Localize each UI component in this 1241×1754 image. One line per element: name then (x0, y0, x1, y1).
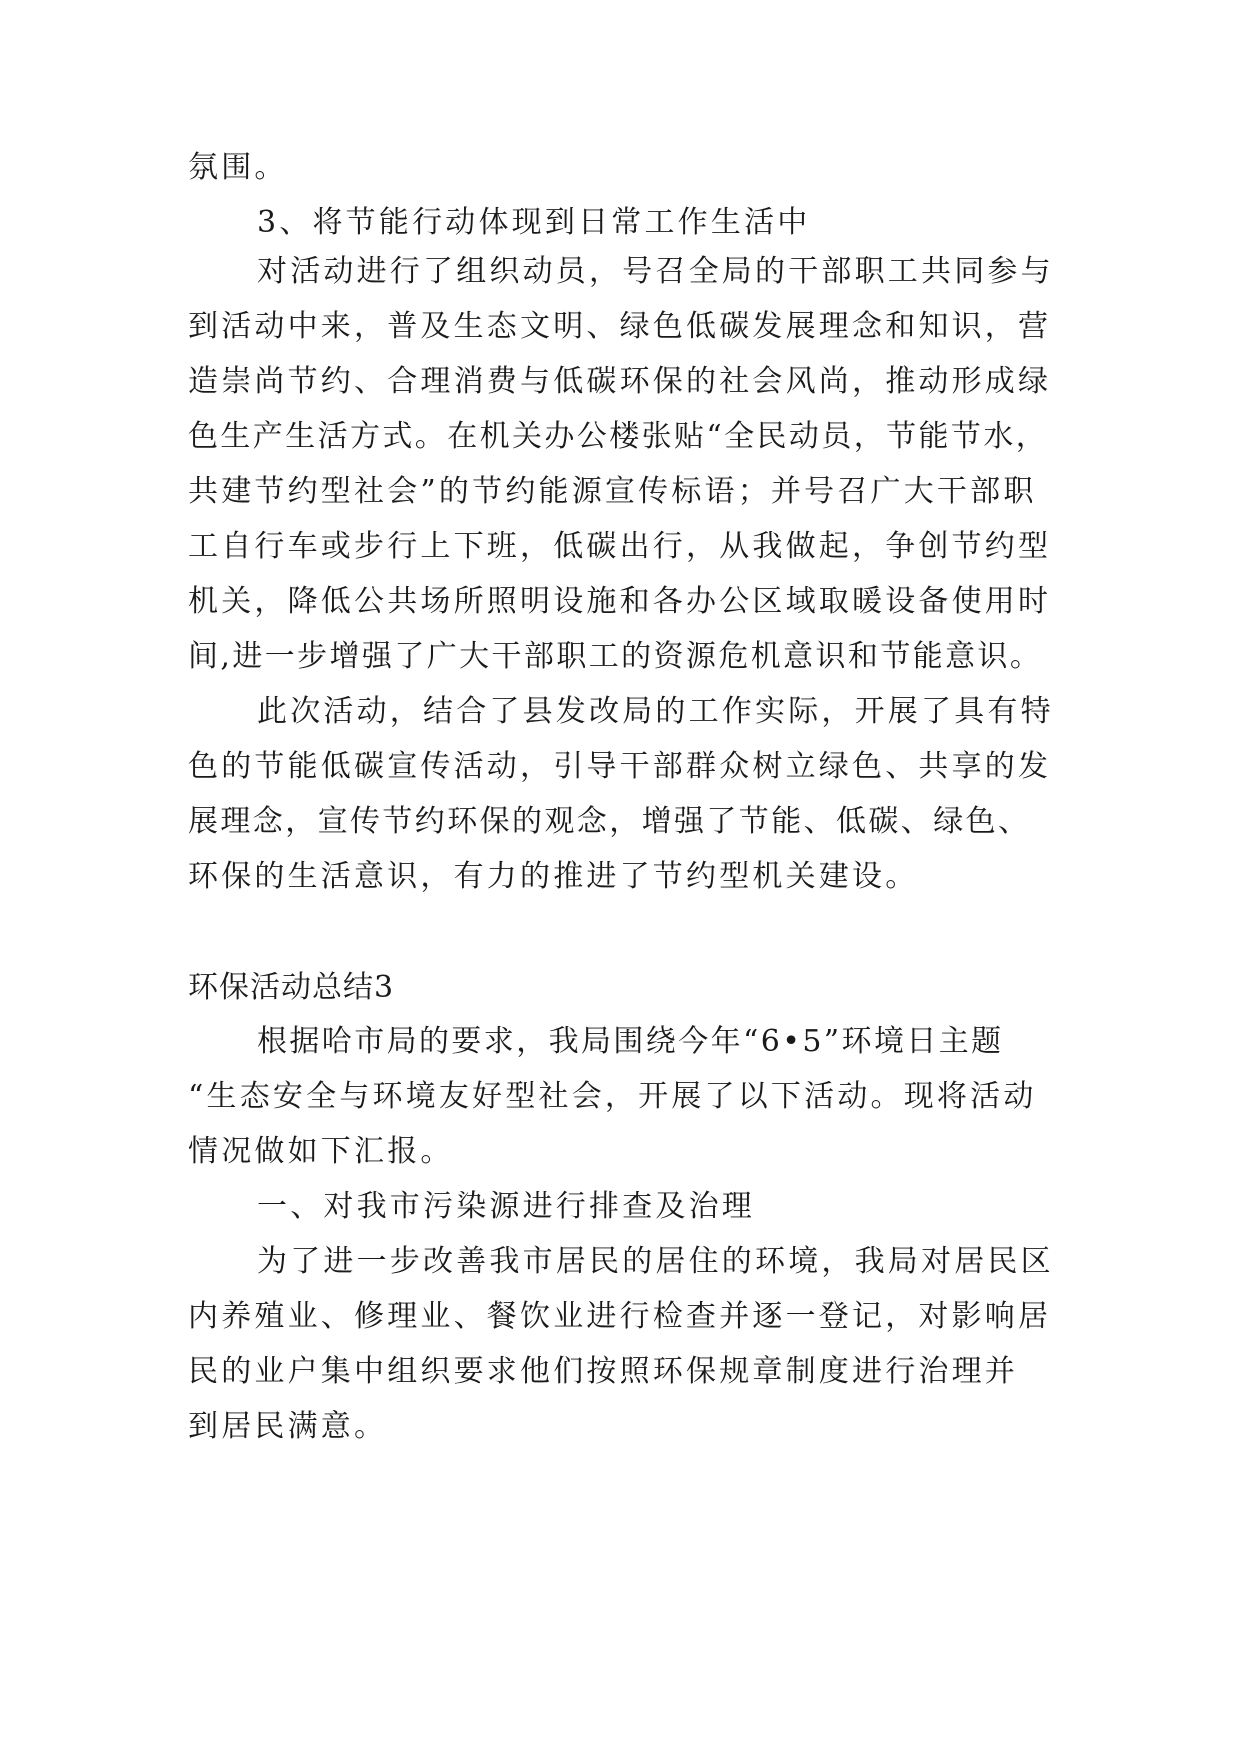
text-line: 造崇尚节约、合理消费与低碳环保的社会风尚，推动形成绿 (188, 364, 1052, 399)
text-line: 展理念，宣传节约环保的观念，增强了节能、低碳、绿色、 (188, 804, 1031, 839)
text-line: 内养殖业、修理业、餐饮业进行检查并逐一登记，对影响居 (188, 1299, 1052, 1334)
text-line: 共建节约型社会”的节约能源宣传标语；并号召广大干部职 (188, 474, 1037, 509)
text-line: 到活动中来，普及生态文明、绿色低碳发展理念和知识，营 (188, 309, 1052, 344)
text-line: 机关，降低公共场所照明设施和各办公区域取暖设备使用时 (188, 584, 1052, 619)
section-heading: 一、对我市污染源进行排查及治理 (257, 1189, 755, 1224)
text-line: 环保的生活意识，有力的推进了节约型机关建设。 (188, 859, 919, 894)
text-line: 根据哈市局的要求，我局围绕今年“6•5”环境日主题 (257, 1024, 1004, 1059)
text-line: 对活动进行了组织动员，号召全局的干部职工共同参与 (257, 254, 1054, 289)
text-line: 工自行车或步行上下班，低碳出行，从我做起，争创节约型 (188, 529, 1052, 564)
text-line: 色的节能低碳宣传活动，引导干部群众树立绿色、共享的发 (188, 749, 1052, 784)
text-line: 情况做如下汇报。 (188, 1134, 454, 1169)
text-line: 间,进一步增强了广大干部职工的资源危机意识和节能意识。 (188, 639, 1043, 674)
text-line: 民的业户集中组织要求他们按照环保规章制度进行治理并 (188, 1354, 1018, 1389)
text-line: “生态安全与环境友好型社会，开展了以下活动。现将活动 (188, 1079, 1037, 1114)
section-heading: 3、将节能行动体现到日常工作生活中 (257, 205, 811, 240)
text-line: 氛围。 (188, 150, 288, 185)
text-line: 色生产生活方式。在机关办公楼张贴“全民动员，节能节水， (188, 419, 1049, 454)
section-title: 环保活动总结3 (188, 970, 395, 1005)
text-line: 为了进一步改善我市居民的居住的环境，我局对居民区 (257, 1244, 1054, 1279)
text-line: 此次活动，结合了县发改局的工作实际，开展了具有特 (257, 694, 1054, 729)
text-line: 到居民满意。 (188, 1409, 388, 1444)
